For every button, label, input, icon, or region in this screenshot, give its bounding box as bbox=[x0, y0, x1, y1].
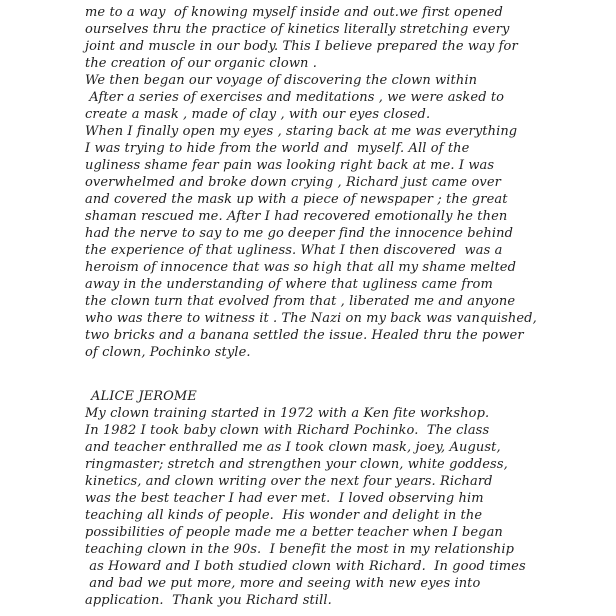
text-line: teaching all kinds of people. His wonder and delight in the bbox=[85, 508, 483, 523]
text-line: away in the understanding of where that ugliness came from bbox=[85, 277, 493, 292]
text-line: create a mask , made of clay , with our eyes closed. bbox=[85, 107, 431, 122]
text-line: joint and muscle in our body. This I believe prepared the way for bbox=[85, 39, 518, 54]
text-line: ourselves thru the practice of kinetics literally stretching every bbox=[85, 22, 510, 37]
text-line: who was there to witness it . The Nazi on my back was vanquished, bbox=[85, 311, 537, 326]
text-line: My clown training started in 1972 with a Ken fite workshop. bbox=[85, 406, 490, 421]
howard-testimonial-excerpt-section bbox=[85, 4, 596, 361]
text-line: as Howard and I both studied clown with Richard. In good times bbox=[85, 559, 526, 574]
text-line: of clown, Pochinko style. bbox=[85, 345, 251, 360]
text-line: and teacher enthralled me as I took clown mask, joey, August, bbox=[85, 440, 501, 455]
text-line: After a series of exercises and meditations , we were asked to bbox=[85, 90, 505, 105]
text-line: ringmaster; stretch and strengthen your clown, white goddess, bbox=[85, 457, 508, 472]
text-line: the creation of our organic clown . bbox=[85, 56, 317, 71]
text-line: possibilities of people made me a better teacher when I began bbox=[85, 525, 503, 540]
text-line: ugliness shame fear pain was looking right back at me. I was bbox=[85, 158, 495, 173]
text-line: teaching clown in the 90s. I benefit the most in my relationship bbox=[85, 542, 515, 557]
text-line: and covered the mask up with a piece of newspaper ; the great bbox=[85, 192, 508, 207]
text-line: When I finally open my eyes , staring back at me was everything bbox=[85, 124, 518, 139]
text-line: heroism of innocence that was so high that all my shame melted bbox=[85, 260, 516, 275]
text-line: In 1982 I took baby clown with Richard Pochinko. The class bbox=[85, 423, 490, 438]
text-line: was the best teacher I had ever met. I loved observing him bbox=[85, 491, 484, 506]
text-line: the clown turn that evolved from that , liberated me and anyone bbox=[85, 294, 516, 309]
text-line: had the nerve to say to me go deeper find the innocence behind bbox=[85, 226, 514, 241]
text-line: application. Thank you Richard still. bbox=[85, 593, 332, 608]
text-line: the experience of that ugliness. What I then discovered was a bbox=[85, 243, 503, 258]
alice-jerome-testimonial-section bbox=[85, 388, 596, 609]
text-line: me to a way of knowing myself inside and out.we first opened bbox=[85, 5, 503, 20]
text-line: I was trying to hide from the world and myself. All of the bbox=[85, 141, 470, 156]
text-line: shaman rescued me. After I had recovered emotionally he then bbox=[85, 209, 508, 224]
text-line: and bad we put more, more and seeing with new eyes into bbox=[85, 576, 481, 591]
text-line: kinetics, and clown writing over the next four years. Richard bbox=[85, 474, 493, 489]
text-line: We then began our voyage of discovering the clown within bbox=[85, 73, 478, 88]
text-line: overwhelmed and broke down crying , Richard just came over bbox=[85, 175, 501, 190]
section-heading: ALICE JEROME bbox=[91, 389, 197, 404]
text-line: two bricks and a banana settled the issue. Healed thru the power bbox=[85, 328, 524, 343]
